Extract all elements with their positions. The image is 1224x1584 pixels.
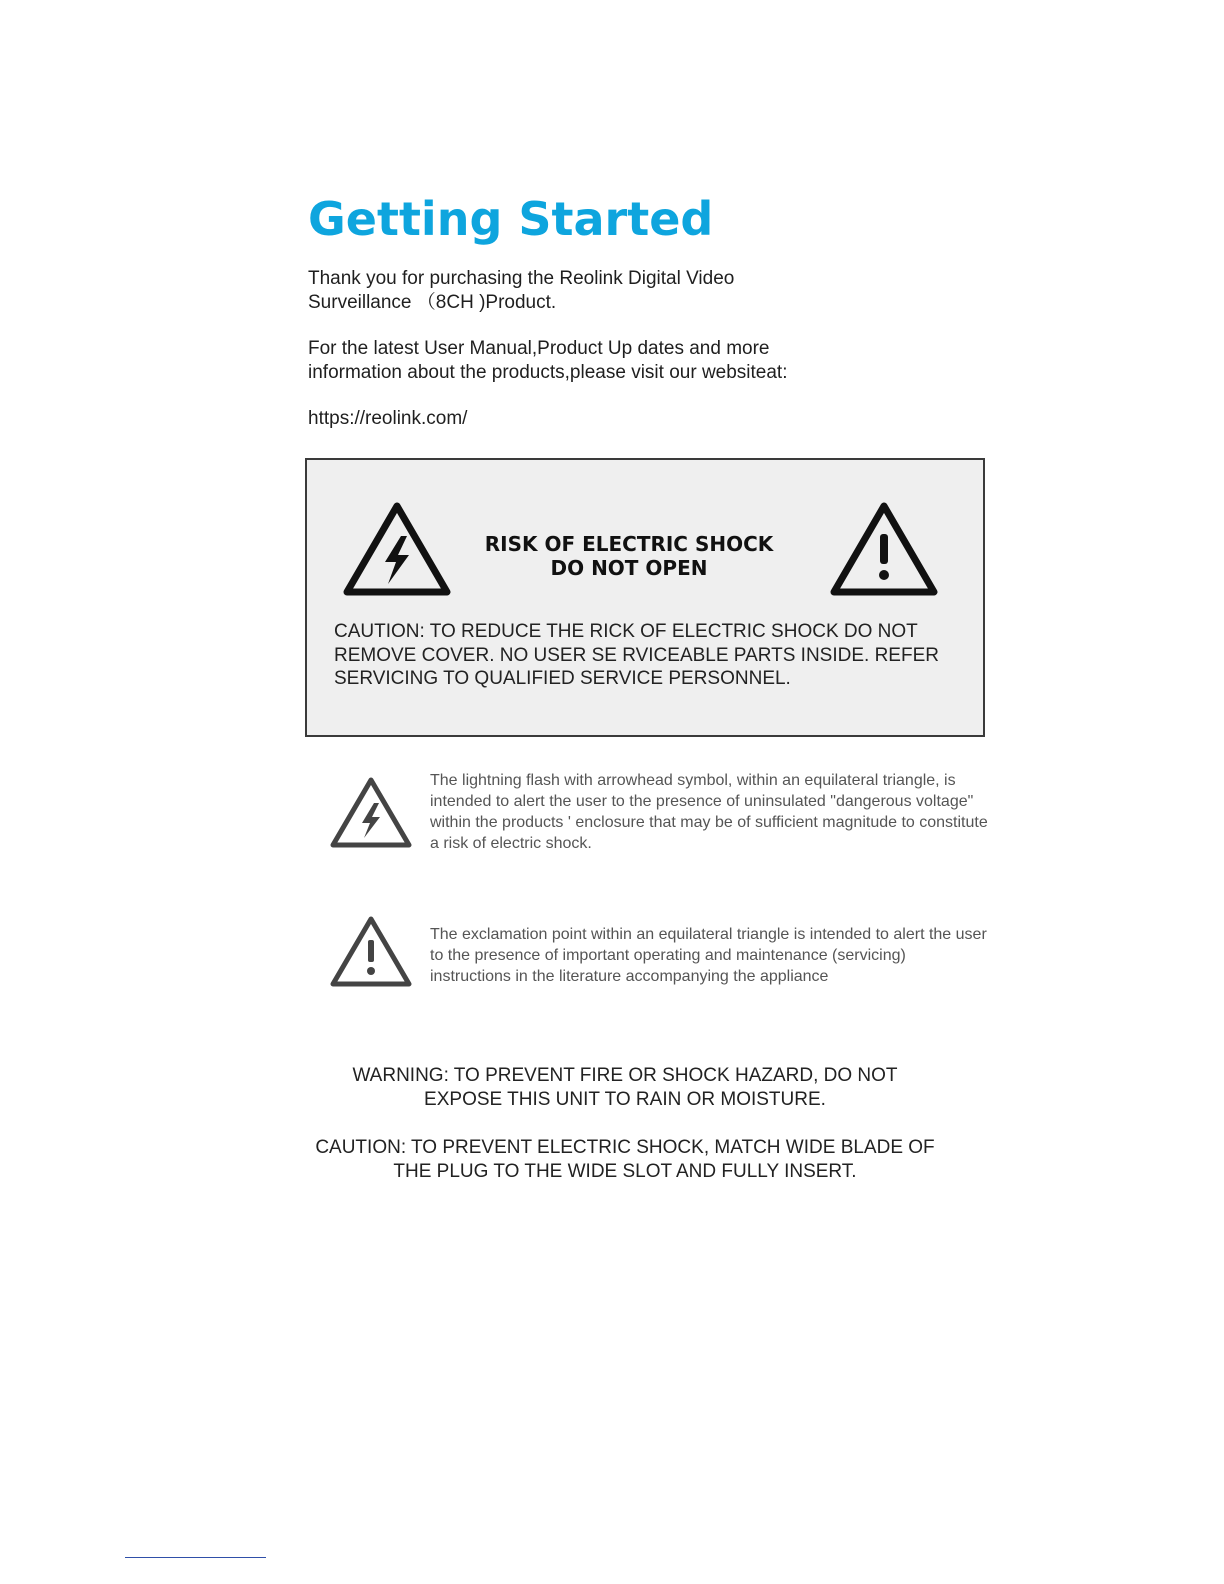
risk-line-2: DO NOT OPEN bbox=[550, 556, 708, 580]
lightning-triangle-icon bbox=[329, 775, 413, 849]
intro-line-2: Surveillance （8CH )Product. bbox=[308, 292, 557, 313]
website-url[interactable]: https://reolink.com/ bbox=[308, 408, 468, 429]
exclamation-triangle-icon bbox=[329, 914, 413, 988]
intro-thanks bbox=[308, 267, 734, 315]
risk-line-1: RISK OF ELECTRIC SHOCK bbox=[484, 532, 774, 556]
intro-line-4: information about the products,please visit our websiteat: bbox=[308, 362, 788, 383]
intro-info bbox=[308, 337, 788, 385]
caution-line-1: CAUTION: TO PREVENT ELECTRIC SHOCK, MATCH WIDE BLADE OF bbox=[315, 1137, 935, 1158]
warning-line-1: WARNING: TO PREVENT FIRE OR SHOCK HAZARD, DO NOT bbox=[352, 1065, 898, 1086]
intro-line-1: Thank you for purchasing the Reolink Digital Video bbox=[308, 268, 735, 289]
caution-line-2: THE PLUG TO THE WIDE SLOT AND FULLY INSERT. bbox=[393, 1160, 857, 1182]
plug-caution bbox=[300, 1136, 950, 1183]
lightning-triangle-icon bbox=[341, 500, 453, 598]
caution-text: CAUTION: TO REDUCE THE RICK OF ELECTRIC SHOCK DO NOT REMOVE COVER. NO USER SE RVICEABLE PARTS INSIDE. REFER SERVICING TO QUALIFIED SERVICE PERSONNEL. bbox=[334, 621, 939, 689]
warning-line-2: EXPOSE THIS UNIT TO RAIN OR MOISTURE. bbox=[424, 1088, 826, 1110]
electric-shock-warning-box bbox=[305, 458, 985, 737]
exclamation-triangle-icon bbox=[828, 500, 940, 598]
lightning-symbol-description: The lightning flash with arrowhead symbol, within an equilateral triangle, is intended to alert the user to the presence of uninsulated "dangerous voltage" within the products ' enclosure that may be of sufficient magnitude to constitute a risk of electric shock. bbox=[430, 772, 988, 852]
page-title: Getting Started bbox=[308, 192, 714, 246]
footnote-separator bbox=[125, 1557, 266, 1558]
risk-heading bbox=[467, 532, 791, 580]
fire-shock-warning bbox=[300, 1064, 950, 1111]
intro-line-3: For the latest User Manual,Product Up dates and more bbox=[308, 338, 770, 359]
exclamation-symbol-description: The exclamation point within an equilateral triangle is intended to alert the user to the presence of important operating and maintenance (servicing) instructions in the literature accompanying the appliance bbox=[430, 926, 987, 985]
